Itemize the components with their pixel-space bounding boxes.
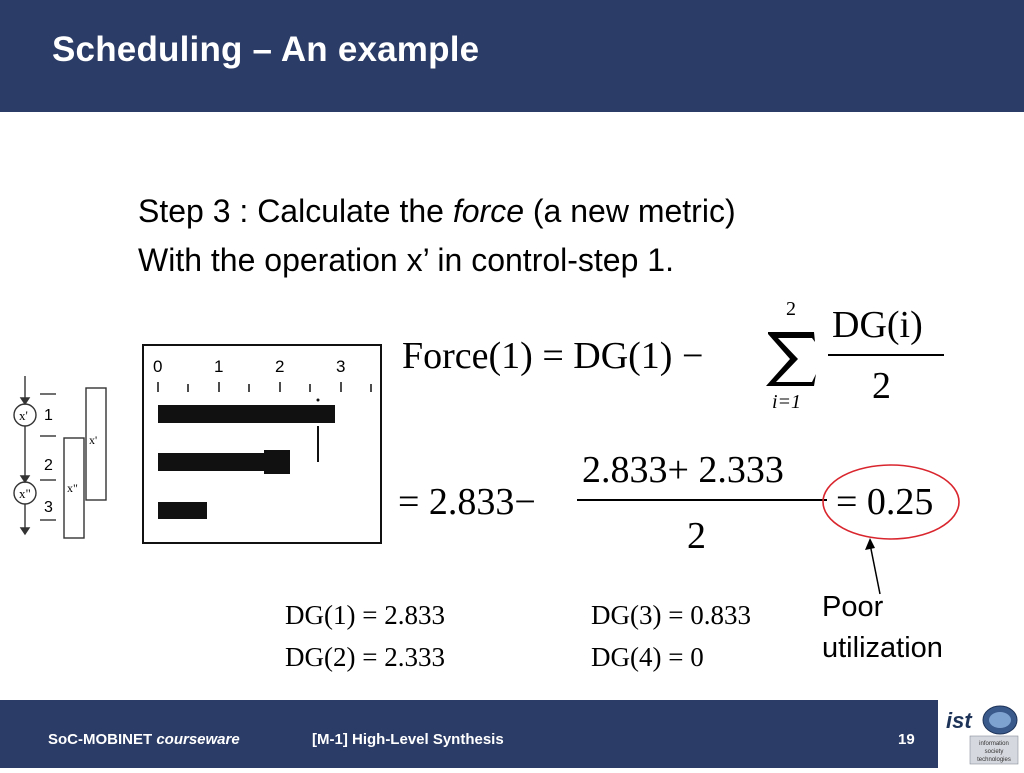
fraction1-bar <box>828 354 944 356</box>
ist-logo <box>938 700 1024 768</box>
step-number-2: 2 <box>44 457 53 474</box>
footer-module: [M-1] High-Level Synthesis <box>312 731 504 748</box>
distribution-bar-1 <box>158 405 335 423</box>
force-word: force <box>452 193 524 229</box>
tick-label-1: 1 <box>214 357 224 376</box>
tick-label-0: 0 <box>153 357 163 376</box>
dg-value-2: DG(2) = 2.333 <box>285 642 445 672</box>
sum-upper-limit: 2 <box>786 298 796 320</box>
dg-value-1: DG(1) = 2.833 <box>285 600 445 630</box>
fraction2-bar <box>577 499 827 501</box>
fraction2-numerator: 2.833+ 2.333 <box>582 449 784 491</box>
schedule-diagram <box>8 372 112 544</box>
distribution-graph <box>138 342 384 546</box>
logo-sub-3: technologies <box>977 757 1011 763</box>
op-label-lower: x" <box>19 486 31 501</box>
step-number-3: 3 <box>44 499 53 516</box>
tick-label-3: 3 <box>336 357 346 376</box>
step-text-b: (a new metric) <box>524 193 736 229</box>
footer-brand-name: SoC-MOBINET <box>48 731 157 748</box>
sum-symbol <box>764 326 820 390</box>
op-label-upper: x' <box>19 408 28 423</box>
step-line-2: With the operation x’ in control-step 1. <box>138 242 674 278</box>
sum-lower-limit: i=1 <box>772 391 802 413</box>
tick-label-2: 2 <box>275 357 285 376</box>
annotation-arrow <box>862 536 888 596</box>
distribution-bar-2-end <box>264 450 290 474</box>
fraction1-numerator: DG(i) <box>832 304 923 346</box>
logo-sub-1: information <box>979 741 1009 747</box>
force-result: = 0.25 <box>836 481 934 523</box>
dg-value-3: DG(3) = 0.833 <box>591 600 751 630</box>
logo-text: ist <box>946 708 972 733</box>
footer-brand-em: courseware <box>156 731 240 748</box>
distribution-bar-2 <box>158 453 270 471</box>
annotation-line-1: Poor <box>822 591 884 623</box>
distribution-bar-3 <box>158 502 207 519</box>
footer-brand <box>48 731 240 748</box>
slide-title: Scheduling – An example <box>52 30 480 69</box>
step-number-1: 1 <box>44 407 53 424</box>
logo-sub-2: society <box>984 749 1004 755</box>
fraction1-denominator: 2 <box>872 365 891 407</box>
result-highlight-ellipse <box>820 462 962 542</box>
frame-label-lower: x" <box>67 481 78 495</box>
force-formula-lhs: Force(1) = DG(1) − <box>402 335 704 377</box>
evaluation-lhs: = 2.833− <box>398 481 536 523</box>
frame-label-upper: x' <box>89 433 98 447</box>
annotation-line-2: utilization <box>822 632 943 664</box>
fraction2-denominator: 2 <box>687 515 706 557</box>
step-text-a: Step 3 : Calculate the <box>138 193 453 229</box>
page-number: 19 <box>898 731 915 748</box>
dg-value-4: DG(4) = 0 <box>591 642 704 672</box>
step-line-1 <box>138 193 736 230</box>
